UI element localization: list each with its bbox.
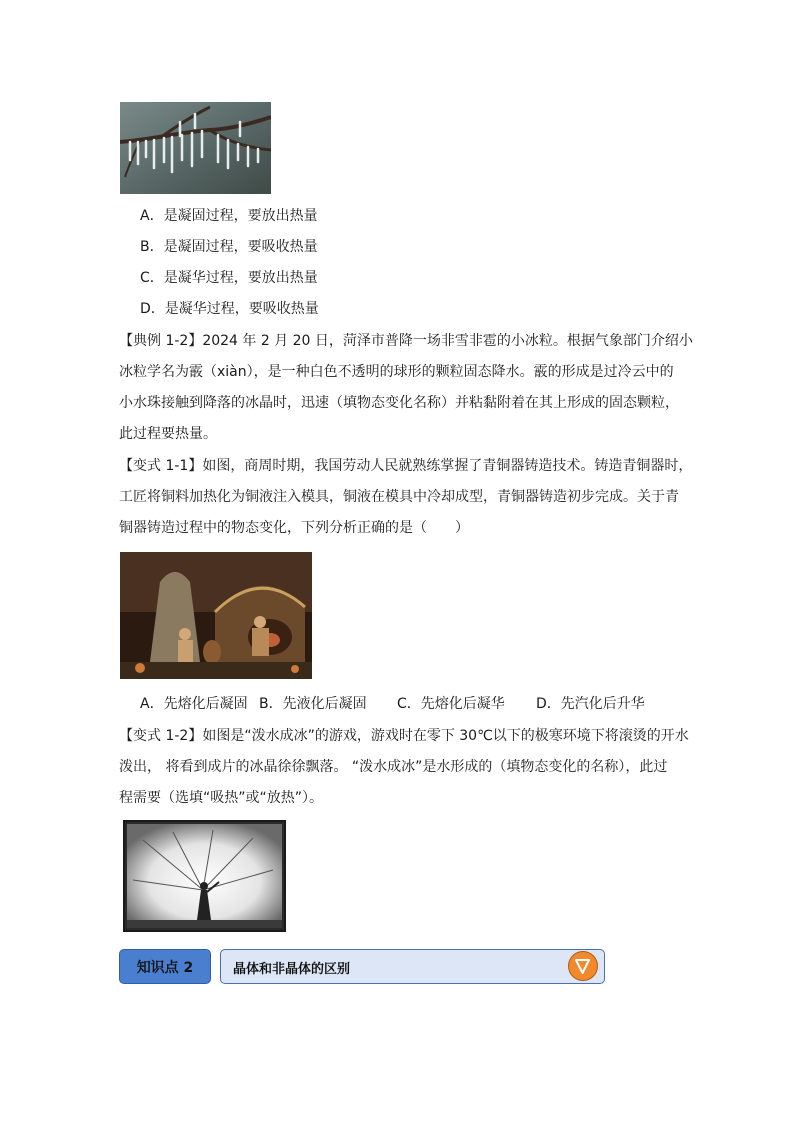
variant11-line-3: 铜器铸造过程中的物态变化，下列分析正确的是（ ） — [119, 520, 469, 536]
water-to-ice-photo — [123, 820, 286, 932]
example-line-1: 【典例 1-2】2024 年 2 月 20 日，菏泽市普降一场非雪非雹的小冰粒。根据气象部门介绍小 — [119, 333, 693, 349]
variant11-line-2: 工匠将铜料加热化为铜液注入模具，铜液在模具中冷却成型，青铜器铸造初步完成。关于青 — [119, 489, 679, 505]
knowledge-point-bar[interactable] — [220, 949, 605, 984]
example-line-3: 小水珠接触到降落的冰晶时，迅速（填物态变化名称）并粘黏附着在其上形成的固态颗粒， — [119, 395, 679, 411]
example-line-4: 此过程要热量。 — [119, 426, 217, 442]
example-line-2: 冰粒学名为霰（xiàn），是一种白色不透明的球形的颗粒固态降水。霰的形成是过冷云中的 — [119, 364, 674, 380]
variant12-line-3: 程需要（选填“吸热”或“放热”）。 — [119, 790, 324, 806]
variant11-option-a: A．先熔化后凝固 — [140, 696, 248, 712]
variant11-option-c: C．先熔化后凝华 — [397, 696, 505, 712]
variant12-line-1: 【变式 1-2】如图是“泼水成冰”的游戏，游戏时在零下 30℃以下的极寒环境下将滚烫的开水 — [119, 728, 689, 744]
knowledge-point-title: 晶体和非晶体的区别 — [233, 962, 351, 977]
triangle-down-icon[interactable] — [568, 951, 598, 981]
option-c: C．是凝华过程，要放出热量 — [140, 270, 318, 286]
variant12-line-2: 泼出， 将看到成片的冰晶徐徐飘落。 “泼水成冰”是水形成的（填物态变化的名称），此过 — [119, 759, 668, 775]
bronze-casting-photo — [120, 552, 312, 679]
variant11-option-d: D．先汽化后升华 — [536, 696, 645, 712]
knowledge-point-badge-label: 知识点 2 — [136, 959, 194, 976]
option-d: D．是凝华过程，要吸收热量 — [140, 301, 319, 317]
knowledge-point-badge — [119, 949, 211, 984]
variant11-line-1: 【变式 1-1】如图，商周时期，我国劳动人民就熟练掌握了青铜器铸造技术。铸造青铜器时， — [119, 458, 693, 474]
option-b: B．是凝固过程，要吸收热量 — [140, 239, 318, 255]
variant11-option-b: B．先液化后凝固 — [259, 696, 367, 712]
option-a: A．是凝固过程，要放出热量 — [140, 208, 318, 224]
icicle-photo — [120, 102, 271, 194]
